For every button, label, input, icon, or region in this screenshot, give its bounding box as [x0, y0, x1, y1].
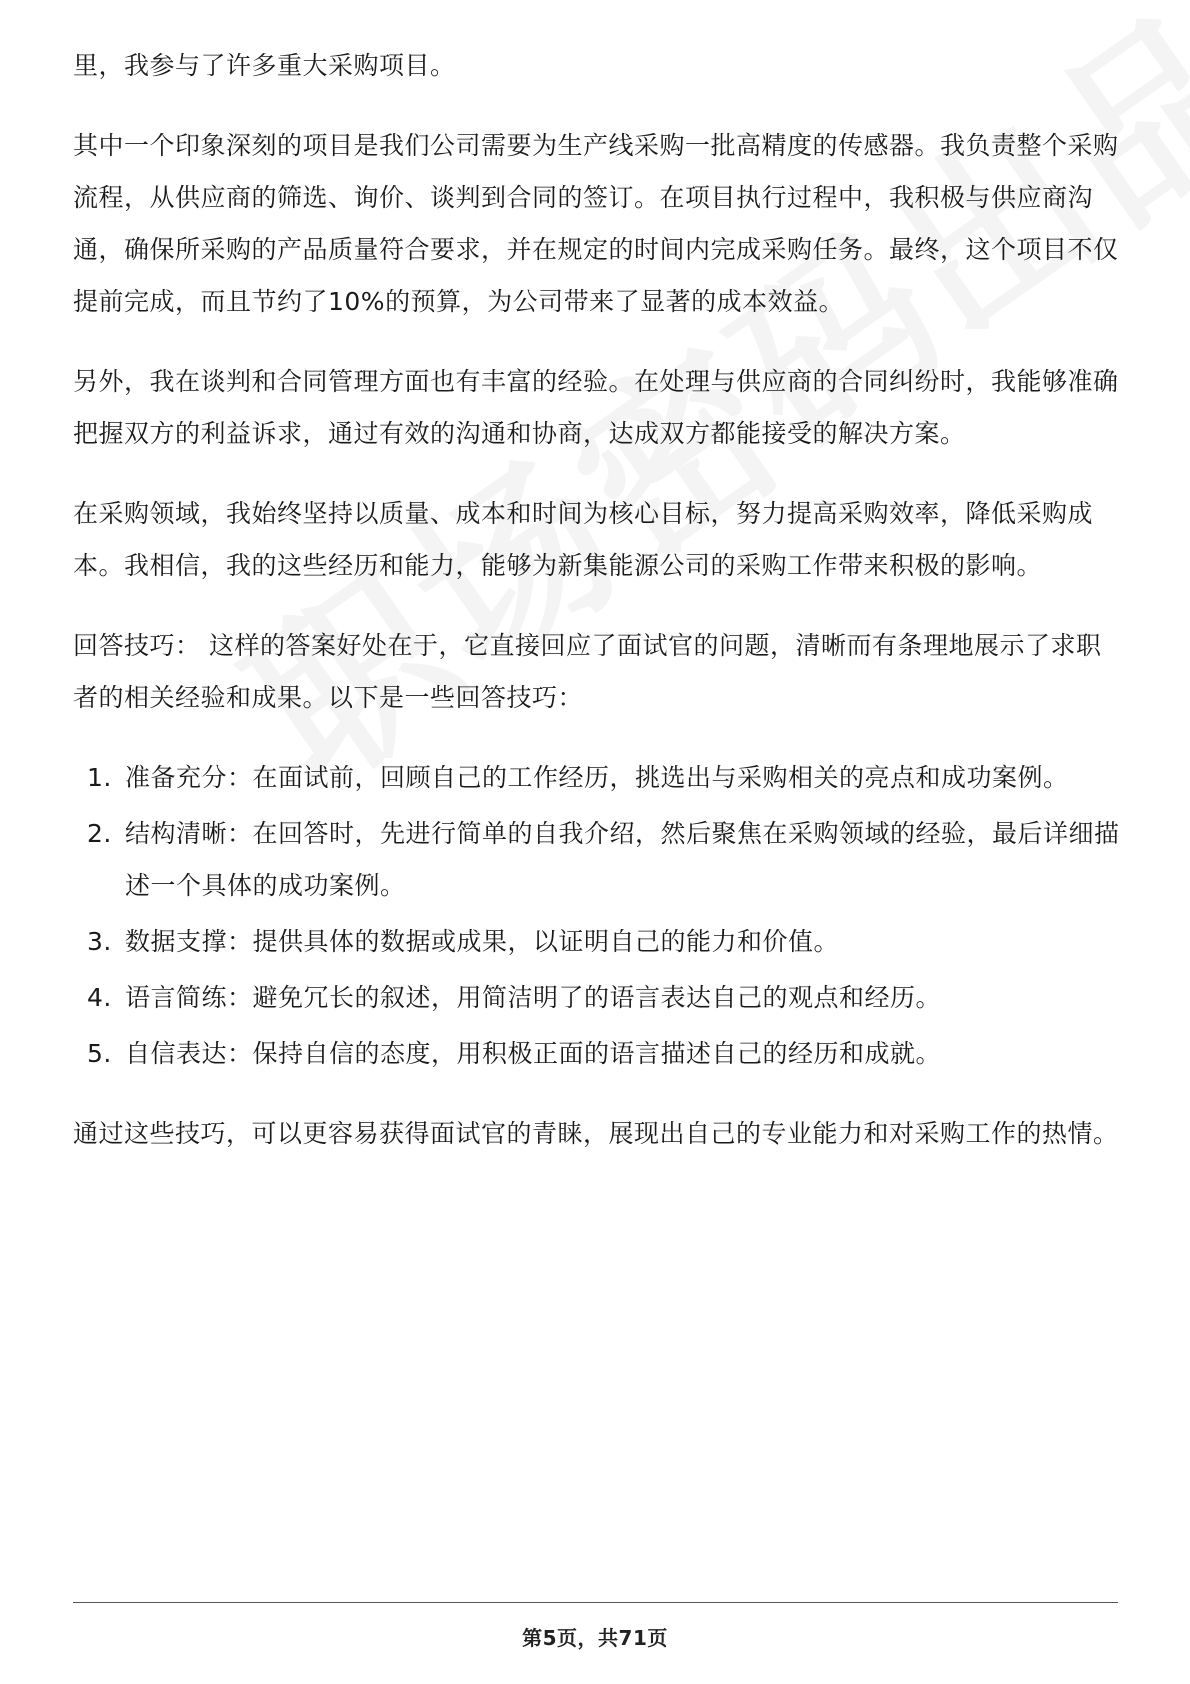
paragraph-project-example: 其中一个印象深刻的项目是我们公司需要为生产线采购一批高精度的传感器。我负责整个采购流程，从供应商的筛选、询价、谈判到合同的签订。在项目执行过程中，我积极与供应商沟通，确保所采购的产品质量符合要求，并在规定的时间内完成采购任务。最终，这个项目不仅提前完成，而且节约了10%的预算，为公司带来了显著的成本效益。: [73, 131, 1119, 316]
list-item-number: 2.: [87, 819, 112, 848]
list-item-number: 1.: [87, 763, 112, 792]
list-item-text: 结构清晰：在回答时，先进行简单的自我介绍，然后聚焦在采购领域的经验，最后详细描述一个具体的成功案例。: [125, 819, 1120, 900]
list-item: [73, 1028, 1123, 1080]
paragraph-procurement-goals: 在采购领域，我始终坚持以质量、成本和时间为核心目标，努力提高采购效率，降低采购成本。我相信，我的这些经历和能力，能够为新集能源公司的采购工作带来积极的影响。: [73, 499, 1094, 580]
document-body: [73, 40, 1123, 1188]
list-item-text: 自信表达：保持自信的态度，用积极正面的语言描述自己的经历和成就。: [125, 1039, 942, 1068]
list-item-text: 语言简练：避免冗长的叙述，用简洁明了的语言表达自己的观点和经历。: [125, 983, 942, 1012]
list-item: [73, 916, 1123, 968]
paragraph-negotiation-experience: 另外，我在谈判和合同管理方面也有丰富的经验。在处理与供应商的合同纠纷时，我能够准确把握双方的利益诉求，通过有效的沟通和协商，达成双方都能接受的解决方案。: [73, 367, 1119, 448]
list-item: [73, 972, 1123, 1024]
footer-divider: [73, 1602, 1118, 1603]
list-item-number: 3.: [87, 927, 112, 956]
list-item-text: 数据支撑：提供具体的数据或成果，以证明自己的能力和价值。: [125, 927, 840, 956]
tips-list: [73, 752, 1123, 1080]
list-item-number: 5.: [87, 1039, 112, 1068]
page-number: 第5页，共71页: [522, 1626, 668, 1650]
paragraph-intro-continuation: 里，我参与了许多重大采购项目。: [73, 51, 456, 80]
list-item-text: 准备充分：在面试前，回顾自己的工作经历，挑选出与采购相关的亮点和成功案例。: [125, 763, 1069, 792]
list-item: [73, 752, 1123, 804]
paragraph-answer-tips-intro: 回答技巧： 这样的答案好处在于，它直接回应了面试官的问题，清晰而有条理地展示了求职者的相关经验和成果。以下是一些回答技巧：: [73, 631, 1102, 712]
list-item-number: 4.: [87, 983, 112, 1012]
paragraph-conclusion: 通过这些技巧，可以更容易获得面试官的青睐，展现出自己的专业能力和对采购工作的热情。: [73, 1119, 1119, 1148]
list-item: [73, 808, 1123, 912]
